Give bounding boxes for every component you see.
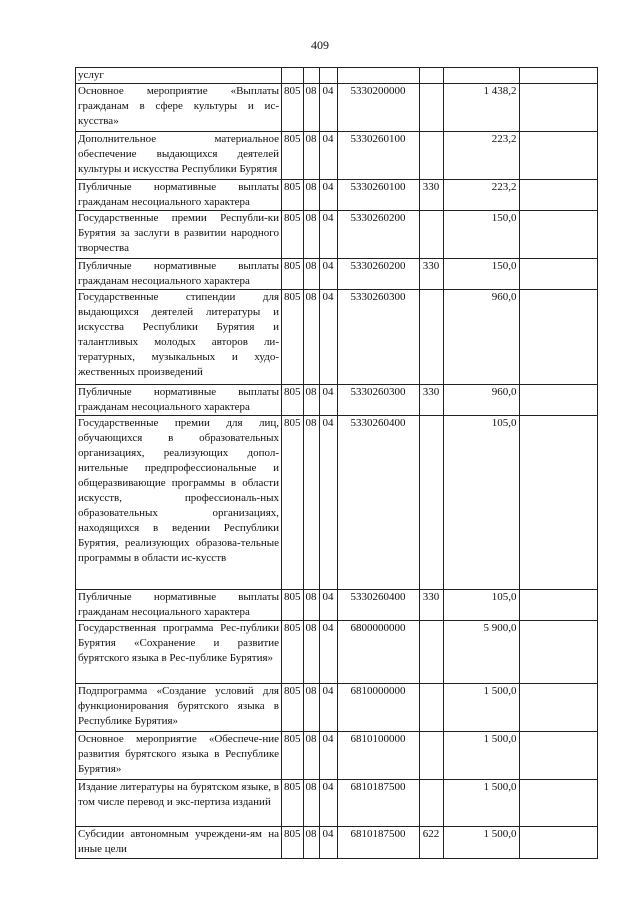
expense-type-code — [419, 132, 443, 180]
admin-code: 805 — [282, 385, 304, 416]
row-name: Публичные нормативные выплаты гражданам несоциального характера — [76, 590, 282, 621]
amount: 1 500,0 — [443, 780, 519, 827]
row-name: Государственные стипендии для выдающихся деятелей литературы и искусства Республики Бурятия и талантливых молодых авторов ли-тературных, музыкальных и худо-жественных произведений — [76, 290, 282, 385]
admin-code: 805 — [282, 132, 304, 180]
admin-code: 805 — [282, 684, 304, 732]
section-code: 08 — [303, 211, 319, 259]
subsection-code: 04 — [319, 590, 337, 621]
table-row — [76, 180, 598, 211]
section-code: 08 — [303, 621, 319, 684]
amount: 5 900,0 — [443, 621, 519, 684]
row-name: Публичные нормативные выплаты гражданам несоциального характера — [76, 385, 282, 416]
table-row — [76, 621, 598, 684]
section-code: 08 — [303, 827, 319, 859]
section-code — [303, 68, 319, 84]
expense-type-code — [419, 732, 443, 780]
section-code: 08 — [303, 132, 319, 180]
table-row — [76, 68, 598, 84]
target-article-code: 5330260400 — [337, 416, 419, 590]
expense-type-code — [419, 684, 443, 732]
table-row — [76, 684, 598, 732]
extra-column — [519, 416, 597, 590]
subsection-code: 04 — [319, 780, 337, 827]
extra-column — [519, 180, 597, 211]
target-article-code: 5330260100 — [337, 180, 419, 211]
target-article-code: 6800000000 — [337, 621, 419, 684]
subsection-code: 04 — [319, 684, 337, 732]
admin-code: 805 — [282, 590, 304, 621]
subsection-code: 04 — [319, 621, 337, 684]
table-row — [76, 385, 598, 416]
subsection-code: 04 — [319, 385, 337, 416]
amount: 1 438,2 — [443, 84, 519, 132]
expense-type-code: 330 — [419, 590, 443, 621]
table-row — [76, 290, 598, 385]
table-row — [76, 211, 598, 259]
row-name: Публичные нормативные выплаты гражданам несоциального характера — [76, 259, 282, 290]
expense-type-code — [419, 84, 443, 132]
subsection-code: 04 — [319, 132, 337, 180]
extra-column — [519, 68, 597, 84]
amount: 1 500,0 — [443, 732, 519, 780]
section-code: 08 — [303, 180, 319, 211]
row-name: услуг — [76, 68, 282, 84]
row-name: Подпрограмма «Создание условий для функционирования бурятского языка в Республике Бурятия» — [76, 684, 282, 732]
extra-column — [519, 827, 597, 859]
amount: 223,2 — [443, 180, 519, 211]
amount: 1 500,0 — [443, 827, 519, 859]
admin-code: 805 — [282, 780, 304, 827]
amount — [443, 68, 519, 84]
subsection-code: 04 — [319, 180, 337, 211]
admin-code: 805 — [282, 416, 304, 590]
expense-type-code — [419, 621, 443, 684]
admin-code: 805 — [282, 827, 304, 859]
row-name: Дополнительное материальное обеспечение выдающихся деятелей культуры и искусства Республики Бурятия — [76, 132, 282, 180]
expense-type-code — [419, 290, 443, 385]
amount: 960,0 — [443, 290, 519, 385]
admin-code: 805 — [282, 732, 304, 780]
amount: 105,0 — [443, 590, 519, 621]
expense-type-code: 330 — [419, 180, 443, 211]
amount: 105,0 — [443, 416, 519, 590]
expense-type-code: 330 — [419, 385, 443, 416]
row-name: Публичные нормативные выплаты гражданам несоциального характера — [76, 180, 282, 211]
target-article-code: 5330260200 — [337, 211, 419, 259]
extra-column — [519, 259, 597, 290]
expense-type-code — [419, 780, 443, 827]
extra-column — [519, 732, 597, 780]
extra-column — [519, 780, 597, 827]
section-code: 08 — [303, 290, 319, 385]
table-row — [76, 132, 598, 180]
section-code: 08 — [303, 84, 319, 132]
table-row — [76, 259, 598, 290]
subsection-code: 04 — [319, 416, 337, 590]
extra-column — [519, 590, 597, 621]
target-article-code: 5330260200 — [337, 259, 419, 290]
amount: 960,0 — [443, 385, 519, 416]
subsection-code: 04 — [319, 259, 337, 290]
admin-code: 805 — [282, 211, 304, 259]
extra-column — [519, 385, 597, 416]
subsection-code: 04 — [319, 290, 337, 385]
table-row — [76, 732, 598, 780]
extra-column — [519, 84, 597, 132]
row-name: Основное мероприятие «Выплаты гражданам в сфере культуры и ис-кусства» — [76, 84, 282, 132]
section-code: 08 — [303, 259, 319, 290]
admin-code: 805 — [282, 84, 304, 132]
section-code: 08 — [303, 732, 319, 780]
amount: 223,2 — [443, 132, 519, 180]
expense-type-code — [419, 416, 443, 590]
subsection-code: 04 — [319, 84, 337, 132]
table-row — [76, 827, 598, 859]
extra-column — [519, 132, 597, 180]
section-code: 08 — [303, 780, 319, 827]
row-name: Государственная программа Рес-публики Бурятия «Сохранение и развитие бурятского языка в Рес-публике Бурятия» — [76, 621, 282, 684]
table-row — [76, 84, 598, 132]
section-code: 08 — [303, 416, 319, 590]
admin-code — [282, 68, 304, 84]
row-name: Издание литературы на бурятском языке, в том числе перевод и экс-пертиза изданий — [76, 780, 282, 827]
target-article-code: 5330260300 — [337, 290, 419, 385]
admin-code: 805 — [282, 290, 304, 385]
page-number: 409 — [311, 38, 329, 52]
amount: 1 500,0 — [443, 684, 519, 732]
admin-code: 805 — [282, 621, 304, 684]
target-article-code: 6810100000 — [337, 732, 419, 780]
target-article-code: 5330260400 — [337, 590, 419, 621]
subsection-code: 04 — [319, 211, 337, 259]
target-article-code: 5330260300 — [337, 385, 419, 416]
row-name: Государственные премии Республи-ки Бурятия за заслуги в развитии народного творчества — [76, 211, 282, 259]
target-article-code: 6810187500 — [337, 827, 419, 859]
target-article-code: 5330260100 — [337, 132, 419, 180]
table-row — [76, 590, 598, 621]
subsection-code: 04 — [319, 827, 337, 859]
budget-table — [75, 67, 598, 859]
admin-code: 805 — [282, 259, 304, 290]
expense-type-code: 622 — [419, 827, 443, 859]
amount: 150,0 — [443, 259, 519, 290]
expense-type-code: 330 — [419, 259, 443, 290]
extra-column — [519, 211, 597, 259]
extra-column — [519, 621, 597, 684]
subsection-code — [319, 68, 337, 84]
section-code: 08 — [303, 684, 319, 732]
table-row — [76, 416, 598, 590]
admin-code: 805 — [282, 180, 304, 211]
subsection-code: 04 — [319, 732, 337, 780]
expense-type-code — [419, 68, 443, 84]
table-row — [76, 780, 598, 827]
amount: 150,0 — [443, 211, 519, 259]
target-article-code: 6810000000 — [337, 684, 419, 732]
extra-column — [519, 290, 597, 385]
target-article-code: 6810187500 — [337, 780, 419, 827]
section-code: 08 — [303, 385, 319, 416]
section-code: 08 — [303, 590, 319, 621]
row-name: Государственные премии для лиц, обучающихся в образовательных организациях, реализующих допол-нительные предпрофессиональные и общеразвивающие программы в области искусств, профессиональ-ных образовательных организациях, находящихся в ведении Республики Бурятия, реализующих образова-тельные программы в области ис-кусств — [76, 416, 282, 590]
target-article-code — [337, 68, 419, 84]
expense-type-code — [419, 211, 443, 259]
row-name: Субсидии автономным учреждени-ям на иные цели — [76, 827, 282, 859]
row-name: Основное мероприятие «Обеспече-ние развития бурятского языка в Республике Бурятия» — [76, 732, 282, 780]
extra-column — [519, 684, 597, 732]
target-article-code: 5330200000 — [337, 84, 419, 132]
